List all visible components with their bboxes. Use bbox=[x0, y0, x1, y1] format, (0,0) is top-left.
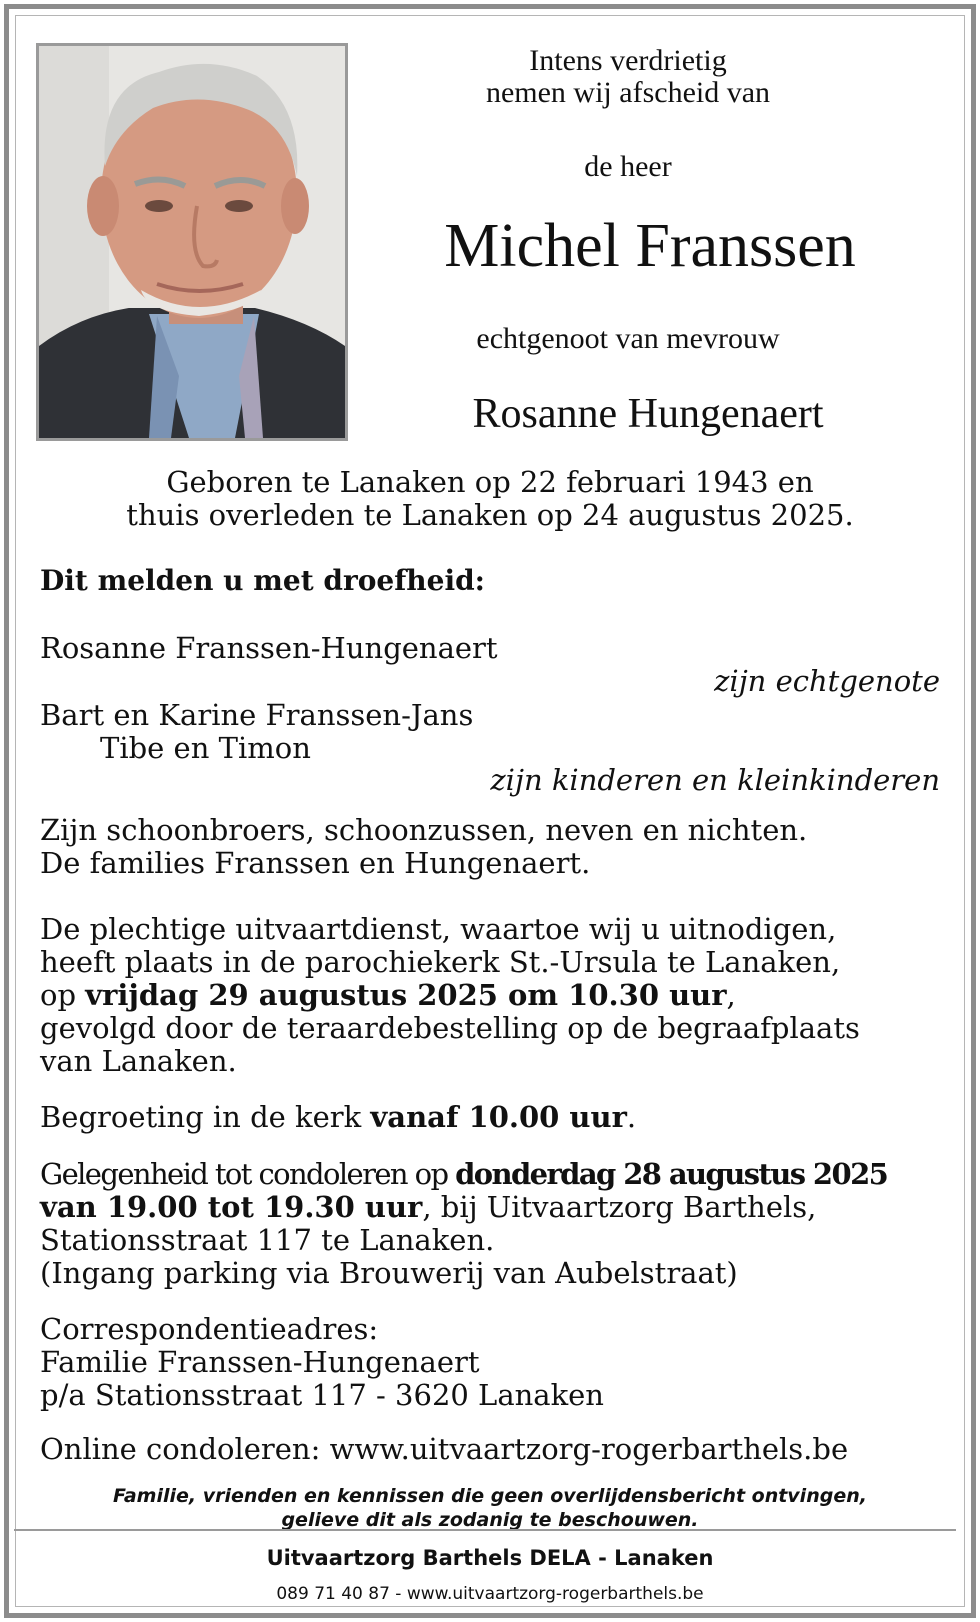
greeting-time: vanaf 10.00 uur bbox=[370, 1100, 627, 1134]
footer-company: Uitvaartzorg Barthels DELA - Lanaken bbox=[266, 1546, 714, 1570]
family-relation: zijn kinderen en kleinkinderen bbox=[490, 763, 940, 797]
spouse-name: Rosanne Hungenaert bbox=[472, 391, 824, 437]
service-line: van Lanaken. bbox=[40, 1044, 237, 1078]
greeting-line bbox=[40, 1101, 636, 1134]
condolence-date: donderdag 28 augustus 2025 bbox=[455, 1157, 888, 1191]
intro-line-1: Intens verdrietig bbox=[529, 44, 727, 77]
condolence-prefix: Gelegenheid tot condoleren op bbox=[40, 1157, 456, 1191]
honorific: de heer bbox=[584, 150, 672, 183]
notice-line-2: gelieve dit als zodanig te beschouwen. bbox=[281, 1509, 699, 1531]
service-date-line bbox=[40, 979, 736, 1012]
footer-contact: 089 71 40 87 - www.uitvaartzorg-rogerbarthels.be bbox=[276, 1584, 704, 1604]
service-line: gevolgd door de teraardebestelling op de begraafplaats bbox=[40, 1011, 860, 1045]
portrait-illustration bbox=[39, 46, 345, 438]
service-date-suffix: , bbox=[726, 978, 736, 1012]
extended-family-line: Zijn schoonbroers, schoonzussen, neven en nichten. bbox=[40, 813, 808, 847]
service-line: heeft plaats in de parochiekerk St.-Ursula te Lanaken, bbox=[40, 945, 841, 979]
service-line: De plechtige uitvaartdienst, waartoe wij u uitnodigen, bbox=[40, 912, 837, 946]
deceased-name: Michel Franssen bbox=[444, 212, 856, 280]
condolence-location: , bij Uitvaartzorg Barthels, bbox=[422, 1190, 817, 1224]
family-member-name: Rosanne Franssen-Hungenaert bbox=[40, 631, 498, 665]
correspondence-address: p/a Stationsstraat 117 - 3620 Lanaken bbox=[40, 1378, 604, 1412]
announcement-heading: Dit melden u met droefheid: bbox=[40, 564, 485, 597]
correspondence-name: Familie Franssen-Hungenaert bbox=[40, 1345, 480, 1379]
correspondence-label: Correspondentieadres: bbox=[40, 1312, 379, 1346]
greeting-prefix: Begroeting in de kerk bbox=[40, 1100, 371, 1134]
intro-line-2: nemen wij afscheid van bbox=[485, 76, 771, 109]
service-date-prefix: op bbox=[40, 978, 86, 1012]
extended-family-line: De families Franssen en Hungenaert. bbox=[40, 846, 591, 880]
footer-divider bbox=[14, 1529, 956, 1531]
spouse-intro: echtgenoot van mevrouw bbox=[476, 322, 780, 355]
death-line: thuis overleden te Lanaken op 24 augustus 2025. bbox=[126, 498, 854, 532]
condolence-line-1 bbox=[40, 1158, 887, 1191]
condolence-line-2 bbox=[40, 1191, 816, 1224]
condolence-time: van 19.00 tot 19.30 uur bbox=[40, 1190, 423, 1224]
notice-line-1: Familie, vrienden en kennissen die geen overlijdensbericht ontvingen, bbox=[113, 1485, 867, 1507]
family-member-name: Tibe en Timon bbox=[100, 731, 311, 765]
family-relation: zijn echtgenote bbox=[714, 664, 940, 698]
condolence-parking: (Ingang parking via Brouwerij van Aubelstraat) bbox=[40, 1256, 738, 1290]
online-condolence: Online condoleren: www.uitvaartzorg-rogerbarthels.be bbox=[40, 1432, 849, 1466]
portrait-photo bbox=[36, 43, 348, 441]
birth-line: Geboren te Lanaken op 22 februari 1943 en bbox=[166, 465, 814, 499]
condolence-address: Stationsstraat 117 te Lanaken. bbox=[40, 1223, 495, 1257]
greeting-suffix: . bbox=[626, 1100, 637, 1134]
family-member-name: Bart en Karine Franssen-Jans bbox=[40, 698, 474, 732]
service-date: vrijdag 29 augustus 2025 om 10.30 uur bbox=[85, 978, 727, 1012]
